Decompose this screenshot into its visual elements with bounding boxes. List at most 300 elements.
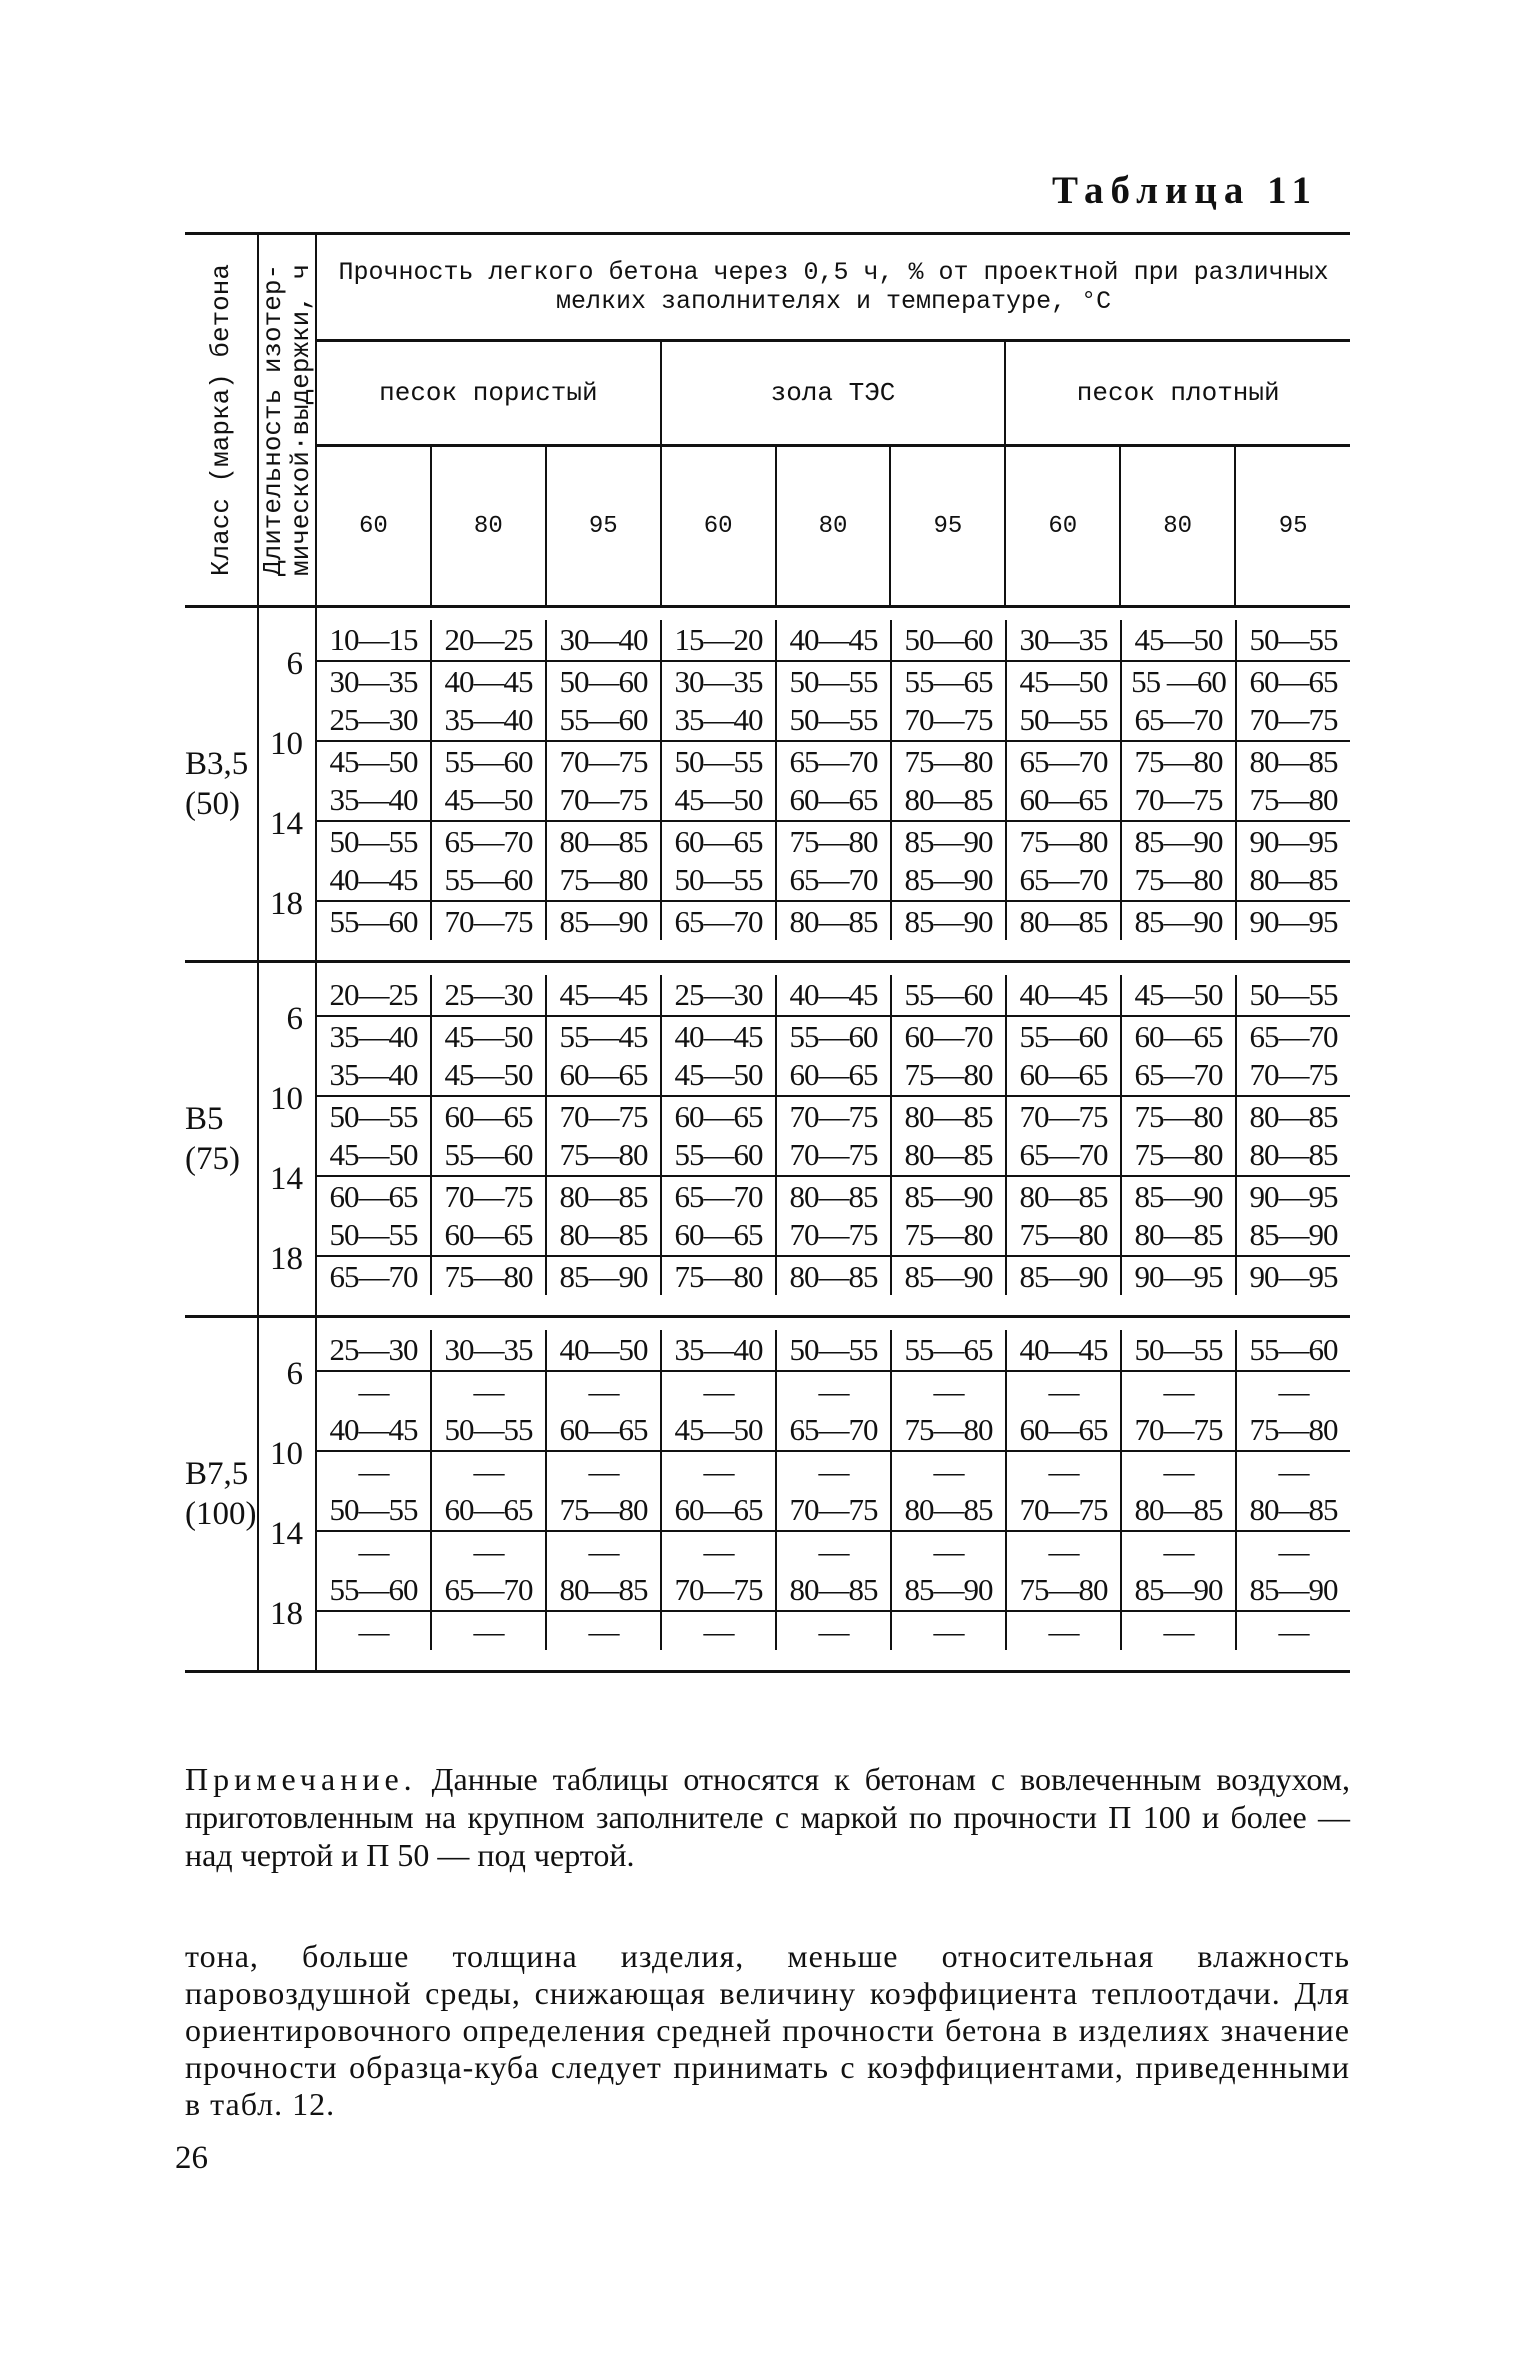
value-cell: 85—90 (545, 1255, 660, 1295)
value-cell: 90—95 (1120, 1255, 1235, 1295)
value-cell: 60—65 (660, 1215, 775, 1255)
value-row-above-line (317, 1410, 1350, 1450)
value-row-above-line (317, 1570, 1350, 1610)
temp-header: 80 (1120, 446, 1235, 607)
value-cell: 80—85 (1235, 1490, 1350, 1530)
value-cell: 90—95 (1235, 900, 1350, 940)
value-cell: — (1005, 1610, 1120, 1650)
value-row-above-line (317, 1490, 1350, 1530)
value-cell: 25—30 (660, 975, 775, 1015)
value-cell: — (545, 1450, 660, 1490)
duration-value: 10 (270, 1081, 303, 1117)
value-cell: 75—80 (1120, 860, 1235, 900)
value-cell: — (317, 1450, 430, 1490)
subgroup-header-dense-sand: песок плотный (1005, 341, 1350, 446)
value-cell: — (890, 1370, 1005, 1410)
col-class-header-label: Класс (марка) бетона (206, 263, 236, 577)
note-label: Примечание. (185, 1761, 417, 1797)
table-title: Таблица 11 (1052, 169, 1318, 212)
value-cell: — (545, 1370, 660, 1410)
value-cell: 60—65 (430, 1095, 545, 1135)
temp-header: 80 (776, 446, 891, 607)
value-cell: 75—80 (1120, 1135, 1235, 1175)
subgroup-header-porous-sand: песок пористый (316, 341, 661, 446)
value-cell: 40—50 (545, 1330, 660, 1370)
value-cell: 80—85 (1235, 860, 1350, 900)
value-cell: 80—85 (1005, 900, 1120, 940)
value-cell: — (545, 1610, 660, 1650)
class-label: B3,5 (185, 746, 249, 782)
value-cell: 70—75 (1120, 1410, 1235, 1450)
value-cell: 50—55 (329, 1492, 418, 1527)
value-cell: 85—90 (890, 860, 1005, 900)
value-cell: 55—60 (1235, 1330, 1350, 1370)
value-row-below-line (317, 1610, 1350, 1650)
strength-group-header-label: Прочность легкого бетона через 0,5 ч, % от проектной при различных мелких заполнителях и температуре, °С (338, 258, 1329, 316)
value-cell: 75—80 (660, 1255, 775, 1295)
value-cell: — (890, 1450, 1005, 1490)
value-cell: — (660, 1450, 775, 1490)
table-note (185, 1760, 1350, 1874)
value-pair (317, 1490, 1350, 1570)
value-cell: 45—50 (660, 780, 775, 820)
value-cell: 70—75 (775, 1095, 890, 1135)
value-cell: — (430, 1450, 545, 1490)
value-cell: 25—30 (329, 1332, 418, 1367)
value-cell: — (1120, 1450, 1235, 1490)
class-label: B5 (185, 1101, 224, 1137)
value-cell: 70—75 (1005, 1095, 1120, 1135)
value-cell: 55 —60 (1120, 660, 1235, 700)
value-cell: — (545, 1530, 660, 1570)
value-cell: 45—50 (1120, 620, 1235, 660)
duration-value: 14 (270, 1516, 303, 1552)
value-cell: 55—60 (775, 1015, 890, 1055)
value-cell: 80—85 (775, 1570, 890, 1610)
value-cell: 35—40 (660, 700, 775, 740)
value-cell: — (660, 1530, 775, 1570)
value-cell: 85—90 (545, 900, 660, 940)
value-cell: 40—45 (1005, 975, 1120, 1015)
value-cell: 50—55 (775, 1330, 890, 1370)
value-cell: 70—75 (545, 1095, 660, 1135)
value-cell: 70—75 (545, 780, 660, 820)
duration-value: 6 (286, 646, 303, 682)
value-cell: 15—20 (660, 620, 775, 660)
value-cell: 60—65 (775, 780, 890, 820)
value-cell: 45—50 (430, 780, 545, 820)
value-cell: 50—55 (1005, 700, 1120, 740)
value-cell: 40—45 (775, 975, 890, 1015)
duration-value: 14 (270, 1161, 303, 1197)
value-cell: 60—65 (430, 1215, 545, 1255)
value-cell: 75—80 (545, 860, 660, 900)
value-cell: 70—75 (775, 1215, 890, 1255)
value-cell: 80—85 (890, 1490, 1005, 1530)
duration-value: 18 (270, 886, 303, 922)
value-row-below-line (317, 1530, 1350, 1570)
value-cell: 40—45 (775, 620, 890, 660)
value-cell: 75—80 (1005, 820, 1120, 860)
value-cell: 80—85 (1120, 1490, 1235, 1530)
value-cell: 85—90 (890, 900, 1005, 940)
value-row-below-line (317, 900, 1350, 940)
value-cell: 50—55 (1235, 975, 1350, 1015)
class-mark: (100) (185, 1496, 257, 1532)
value-cell: 60—65 (1120, 1015, 1235, 1055)
value-cell: — (660, 1610, 775, 1650)
value-cell: 50—55 (660, 740, 775, 780)
value-cell: 75—80 (1005, 1215, 1120, 1255)
value-cell: 75—80 (890, 1410, 1005, 1450)
col-duration-header-label: Длительность изотер-мической·выдержки, ч (258, 263, 316, 577)
value-cell: — (1120, 1370, 1235, 1410)
value-cell: 80—85 (1235, 1095, 1350, 1135)
value-cell: 80—85 (1005, 1175, 1120, 1215)
value-pair (317, 1135, 1350, 1215)
value-row-below-line (317, 1370, 1350, 1410)
value-cell: 65—70 (430, 820, 545, 860)
value-pair (317, 1570, 1350, 1650)
value-cell: 80—85 (890, 1095, 1005, 1135)
temp-header: 60 (316, 446, 431, 607)
value-cell: 50—60 (890, 620, 1005, 660)
value-row-below-line (317, 1450, 1350, 1490)
value-cell: 55—45 (545, 1015, 660, 1055)
value-row-above-line (317, 975, 1350, 1015)
value-cell: 50—55 (430, 1410, 545, 1450)
value-cell: 60—65 (430, 1490, 545, 1530)
value-cell: 70—75 (775, 1135, 890, 1175)
value-row-above-line (317, 1055, 1350, 1095)
value-pair (317, 1410, 1350, 1490)
value-cell: 65—70 (1005, 860, 1120, 900)
value-row-below-line (317, 1015, 1350, 1055)
class-label: B7,5 (185, 1456, 249, 1492)
value-pair (317, 700, 1350, 780)
value-cell: 65—70 (430, 1570, 545, 1610)
value-cell: 65—70 (775, 860, 890, 900)
value-cell: 85—90 (1120, 900, 1235, 940)
value-cell: 65—70 (317, 1255, 430, 1295)
value-cell: 80—85 (890, 780, 1005, 820)
table-body (185, 607, 1350, 1672)
value-cell: 85—90 (1235, 1570, 1350, 1610)
temp-header: 80 (431, 446, 546, 607)
value-cell: — (430, 1610, 545, 1650)
value-cell: 35—40 (430, 700, 545, 740)
value-cell: 80—85 (775, 900, 890, 940)
value-cell: 80—85 (545, 820, 660, 860)
value-row-above-line (317, 860, 1350, 900)
value-cell: 50—55 (775, 700, 890, 740)
values-grid (316, 962, 1350, 1317)
value-pair (317, 1215, 1350, 1295)
value-cell: 40—45 (660, 1015, 775, 1055)
value-cell: 65—70 (775, 740, 890, 780)
value-cell: — (1235, 1530, 1350, 1570)
value-cell: — (775, 1450, 890, 1490)
value-cell: — (317, 1370, 430, 1410)
value-cell: 60—65 (660, 1095, 775, 1135)
value-cell: — (430, 1530, 545, 1570)
value-row-above-line (317, 1135, 1350, 1175)
temp-header: 95 (890, 446, 1005, 607)
value-cell: — (775, 1610, 890, 1650)
value-row-above-line (317, 1215, 1350, 1255)
value-cell: 75—80 (1235, 780, 1350, 820)
value-cell: — (317, 1610, 430, 1650)
value-cell: 40—45 (329, 862, 418, 897)
value-cell: 40—45 (329, 1412, 418, 1447)
value-row-above-line (317, 1330, 1350, 1370)
value-cell: 50—55 (329, 1217, 418, 1252)
duration-cell (258, 1317, 316, 1672)
value-cell: 60—65 (545, 1410, 660, 1450)
value-cell: 85—90 (1120, 820, 1235, 860)
value-cell: 75—80 (545, 1135, 660, 1175)
value-cell: 50—55 (317, 1095, 430, 1135)
value-row-below-line (317, 740, 1350, 780)
value-cell: 70—75 (775, 1490, 890, 1530)
value-cell: 55—60 (1005, 1015, 1120, 1055)
value-row-below-line (317, 1175, 1350, 1215)
value-cell: 60—65 (1005, 780, 1120, 820)
strength-table (185, 232, 1350, 1673)
value-cell: 75—80 (1120, 740, 1235, 780)
value-cell: 55—60 (430, 1135, 545, 1175)
strength-group-header (316, 234, 1350, 341)
value-cell: 70—75 (430, 1175, 545, 1215)
value-cell: 85—90 (1005, 1255, 1120, 1295)
value-cell: 45—50 (660, 1410, 775, 1450)
value-cell: 40—45 (1005, 1330, 1120, 1370)
value-cell: 70—75 (1120, 780, 1235, 820)
value-cell: 50—55 (317, 820, 430, 860)
duration-value: 14 (270, 806, 303, 842)
value-cell: — (660, 1370, 775, 1410)
value-pair (317, 860, 1350, 940)
value-cell: 40—45 (430, 660, 545, 700)
value-cell: 80—85 (775, 1255, 890, 1295)
value-row-above-line (317, 700, 1350, 740)
value-cell: 35—40 (329, 782, 418, 817)
value-pair (317, 975, 1350, 1055)
class-cell (185, 1317, 258, 1672)
duration-value: 18 (270, 1241, 303, 1277)
value-cell: 65—70 (1005, 1135, 1120, 1175)
value-cell: 80—85 (890, 1135, 1005, 1175)
duration-cell (258, 962, 316, 1317)
value-cell: — (775, 1530, 890, 1570)
value-cell: 45—50 (430, 1015, 545, 1055)
temp-header: 60 (661, 446, 776, 607)
value-cell: 65—70 (660, 1175, 775, 1215)
duration-cell (258, 607, 316, 962)
value-cell: 55—65 (890, 660, 1005, 700)
value-cell: 50—55 (660, 860, 775, 900)
duration-value: 10 (270, 726, 303, 762)
value-cell: 75—80 (545, 1490, 660, 1530)
class-cell (185, 962, 258, 1317)
value-cell: — (1120, 1530, 1235, 1570)
value-cell: — (1235, 1450, 1350, 1490)
value-cell: 55—60 (430, 860, 545, 900)
value-cell: 90—95 (1235, 1175, 1350, 1215)
value-cell: 65—70 (1005, 740, 1120, 780)
col-class-header (185, 234, 258, 607)
value-cell: — (890, 1530, 1005, 1570)
value-cell: 25—30 (329, 702, 418, 737)
value-cell: 30—40 (545, 620, 660, 660)
value-row-below-line (317, 1095, 1350, 1135)
duration-value: 6 (286, 1356, 303, 1392)
value-cell: 85—90 (890, 1570, 1005, 1610)
value-cell: 30—35 (317, 660, 430, 700)
value-cell: 45—50 (329, 1137, 418, 1172)
value-cell: 90—95 (1235, 820, 1350, 860)
value-pair (317, 1055, 1350, 1135)
value-cell: 75—80 (430, 1255, 545, 1295)
value-cell: 45—50 (430, 1055, 545, 1095)
value-cell: 75—80 (1005, 1570, 1120, 1610)
value-cell: 45—50 (1120, 975, 1235, 1015)
value-cell: 20—25 (329, 977, 418, 1012)
value-cell: 60—70 (890, 1015, 1005, 1055)
value-cell: 45—50 (1005, 660, 1120, 700)
value-cell: 60—65 (660, 1490, 775, 1530)
values-grid (316, 607, 1350, 962)
value-cell: 30—35 (1005, 620, 1120, 660)
value-cell: 10—15 (329, 622, 418, 657)
value-cell: 55—60 (890, 975, 1005, 1015)
value-row-below-line (317, 1255, 1350, 1295)
value-pair (317, 780, 1350, 860)
subgroup-header-fly-ash: зола ТЭС (661, 341, 1006, 446)
value-cell: 90—95 (1235, 1255, 1350, 1295)
temp-header: 60 (1005, 446, 1120, 607)
value-cell: 75—80 (890, 1215, 1005, 1255)
value-cell: 55—60 (317, 900, 430, 940)
value-cell: — (430, 1370, 545, 1410)
value-cell: 70—75 (430, 900, 545, 940)
values-grid (316, 1317, 1350, 1672)
value-cell: 60—65 (1005, 1410, 1120, 1450)
page-number: 26 (175, 2140, 208, 2176)
value-cell: 80—85 (545, 1570, 660, 1610)
value-cell: 70—75 (660, 1570, 775, 1610)
note-text: Данные таблицы относятся к бетонам с вовлеченным воздухом, приготовленным на крупном заполнителе с маркой по прочности П 100 и более — над чертой и П 50 — под чертой. (185, 1761, 1351, 1873)
value-cell: 70—75 (545, 740, 660, 780)
duration-value: 6 (286, 1001, 303, 1037)
value-cell: — (317, 1530, 430, 1570)
value-cell: 55—60 (545, 700, 660, 740)
value-cell: 60—65 (1005, 1055, 1120, 1095)
class-block-row (185, 1317, 1350, 1672)
value-cell: 50—55 (1120, 1330, 1235, 1370)
value-cell: — (1005, 1450, 1120, 1490)
value-cell: 45—45 (545, 975, 660, 1015)
value-row-above-line (317, 780, 1350, 820)
duration-value: 10 (270, 1436, 303, 1472)
value-cell: 75—80 (1235, 1410, 1350, 1450)
value-cell: 80—85 (1120, 1215, 1235, 1255)
value-cell: 70—75 (1005, 1490, 1120, 1530)
value-cell: 60—65 (660, 820, 775, 860)
value-cell: 35—40 (329, 1057, 418, 1092)
value-row-below-line (317, 820, 1350, 860)
value-row-below-line (317, 660, 1350, 700)
class-block-row (185, 607, 1350, 962)
value-cell: 45—50 (317, 740, 430, 780)
value-cell: 30—35 (430, 1330, 545, 1370)
value-pair (317, 1330, 1350, 1410)
value-cell: — (1005, 1530, 1120, 1570)
value-cell: 20—25 (430, 620, 545, 660)
value-cell: 80—85 (545, 1175, 660, 1215)
value-cell: 50—55 (1235, 620, 1350, 660)
value-cell: 70—75 (1235, 1055, 1350, 1095)
value-cell: — (890, 1610, 1005, 1650)
value-cell: 70—75 (890, 700, 1005, 740)
value-cell: 45—50 (660, 1055, 775, 1095)
value-cell: 30—35 (660, 660, 775, 700)
col-duration-header (258, 234, 316, 607)
value-cell: 80—85 (1235, 740, 1350, 780)
value-cell: 55—60 (660, 1135, 775, 1175)
value-cell: — (1005, 1370, 1120, 1410)
duration-value: 18 (270, 1596, 303, 1632)
value-cell: 80—85 (545, 1215, 660, 1255)
value-cell: 70—75 (1235, 700, 1350, 740)
value-cell: 55—65 (890, 1330, 1005, 1370)
value-cell: 50—55 (775, 660, 890, 700)
value-cell: 60—65 (545, 1055, 660, 1095)
value-cell: 85—90 (1120, 1175, 1235, 1215)
value-cell: 85—90 (1120, 1570, 1235, 1610)
temp-header: 95 (546, 446, 661, 607)
value-cell: 85—90 (890, 1255, 1005, 1295)
value-cell: — (1235, 1370, 1350, 1410)
value-row-above-line (317, 620, 1350, 660)
class-mark: (50) (185, 786, 240, 822)
value-pair (317, 620, 1350, 700)
value-cell: 85—90 (890, 820, 1005, 860)
value-cell: — (1235, 1610, 1350, 1650)
temp-header: 95 (1235, 446, 1350, 607)
value-cell: 60—65 (1235, 660, 1350, 700)
value-cell: 55—60 (329, 1572, 418, 1607)
value-cell: 80—85 (775, 1175, 890, 1215)
value-cell: 65—70 (1235, 1015, 1350, 1055)
value-cell: 75—80 (890, 1055, 1005, 1095)
value-cell: 75—80 (775, 820, 890, 860)
value-cell: 65—70 (1120, 1055, 1235, 1095)
value-cell: 65—70 (1120, 700, 1235, 740)
value-cell: 85—90 (890, 1175, 1005, 1215)
value-cell: 50—60 (545, 660, 660, 700)
value-cell: 80—85 (1235, 1135, 1350, 1175)
value-cell: — (775, 1370, 890, 1410)
value-cell: 65—70 (660, 900, 775, 940)
value-cell: 60—65 (317, 1175, 430, 1215)
class-block-row (185, 962, 1350, 1317)
value-cell: 25—30 (430, 975, 545, 1015)
value-cell: 65—70 (775, 1410, 890, 1450)
value-cell: 60—65 (775, 1055, 890, 1095)
value-cell: 75—80 (1120, 1095, 1235, 1135)
body-paragraph: тона, больше толщина изделия, меньше относительная влажность паровоздушной среды, снижающая величину коэффициента теплоотдачи. Для ориентировочного определения средней прочности бетона в изделиях значение прочности образца-куба следует принимать с коэффициентами, приведенными в табл. 12. (185, 1938, 1350, 2122)
